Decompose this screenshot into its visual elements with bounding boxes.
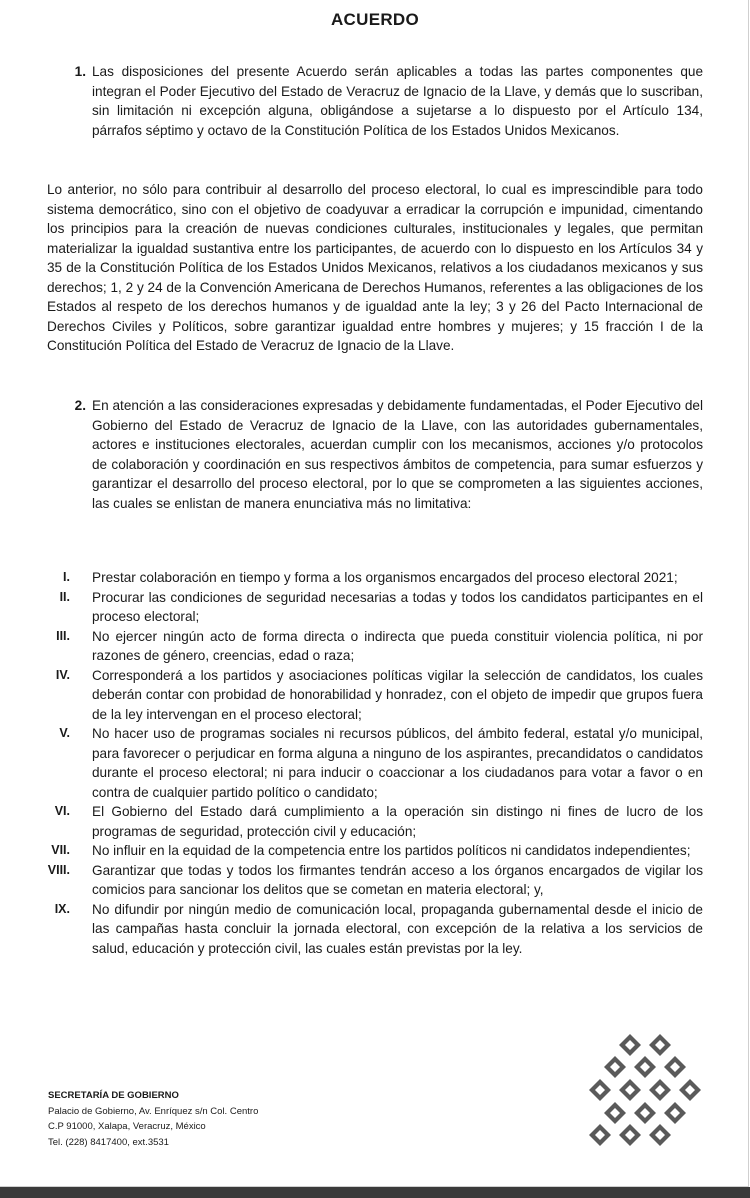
list-numeral: V. [59, 726, 70, 740]
list-item [40, 627, 703, 666]
list-item-text: Corresponderá a los partidos y asociaciones políticas vigilar la selección de candidatos, los cuales deberán contar con probidad de honorabilidad y honradez, con el objeto de impedir que grupos fuera de la ley intervengan en el proceso electoral; [92, 667, 703, 722]
body-paragraph: Lo anterior, no sólo para contribuir al desarrollo del proceso electoral, lo cual es imprescindible para todo sistema democrático, sino con el objetivo de coadyuvar a erradicar la corrupción e impunidad, cimentando los principios para la creación de nuevas condiciones culturales, institucionales y legales, que permitan materializar la igualdad sustantiva entre los participantes, de acuerdo con lo dispuesto en los Artículos 34 y 35 de la Constitución Política de los Estados Unidos Mexicanos, relativos a los ciudadanos mexicanos y sus derechos; 1, 2 y 24 de la Convención Americana de Derechos Humanos, referentes a las obligaciones de los Estados al respeto de los derechos humanos y de igualdad ante la ley; 3 y 26 del Pacto Internacional de Derechos Civiles y Políticos, sobre garantizar igualdad entre hombres y mujeres; y 15 fracción I de la Constitución Política del Estado de Veracruz de Ignacio de la Llave. [47, 182, 703, 353]
list-numeral: IX. [54, 901, 70, 916]
bottom-edge-strip [0, 1187, 750, 1198]
list-item [40, 802, 703, 841]
numbered-item-2 [60, 396, 703, 513]
list-numeral: II. [59, 589, 70, 604]
list-item-text: Prestar colaboración en tiempo y forma a los organismos encargados del proceso electoral 2021; [92, 570, 678, 585]
list-item [40, 666, 703, 725]
list-numeral: IV. [55, 667, 70, 682]
document-title: ACUERDO [330, 10, 420, 29]
list-item [40, 568, 703, 588]
phone-line: Tel. (228) 8417400, ext.3531 [48, 1136, 169, 1148]
item-number: 2. [74, 398, 86, 413]
address-line-1: Palacio de Gobierno, Av. Enríquez s/n Col. Centro [48, 1105, 259, 1117]
actions-list [40, 568, 703, 958]
government-greca-logo-icon [585, 1030, 705, 1150]
list-numeral: VII. [51, 843, 70, 857]
list-item [40, 900, 703, 959]
list-item-text: El Gobierno del Estado dará cumplimiento a la operación sin distingo ni fines de lucro de los programas de seguridad, protección civil y educación; [92, 804, 703, 839]
list-item [40, 841, 703, 861]
list-item [40, 861, 703, 900]
list-item-text: No difundir por ningún medio de comunicación local, propaganda gubernamental desde el inicio de las campañas hasta concluir la jornada electoral, con excepción de la relativa a los servicios de salud, educación y protección civil, las cuales están previstas por la ley. [92, 901, 703, 956]
list-item [40, 724, 703, 802]
list-numeral: VI. [54, 804, 70, 818]
department-name: SECRETARÍA DE GOBIERNO [48, 1090, 179, 1101]
item-text: Las disposiciones del presente Acuerdo serán aplicables a todas las partes componentes que integran el Poder Ejecutivo del Estado de Veracruz de Ignacio de la Llave, y demás que lo suscriban, sin limitación ni excepción alguna, obligándose a sujetarse a lo dispuesto por el Artículo 134, párrafos séptimo y octavo de la Constitución Política de los Estados Unidos Mexicanos. [92, 64, 703, 138]
list-item-text: No hacer uso de programas sociales ni recursos públicos, del ámbito federal, estatal y/o municipal, para favorecer o perjudicar en forma alguna a ninguno de los aspirantes, precandidatos o candidatos durante el proceso electoral; ni para inducir o coaccionar a los ciudadanos para votar a favor o en contra de cualquier partido político o candidato; [92, 726, 703, 800]
item-text: En atención a las consideraciones expresadas y debidamente fundamentadas, el Poder Ejecutivo del Gobierno del Estado de Veracruz de Ignacio de la Llave, con las autoridades gubernamentales, actores e instituciones electorales, acuerdan cumplir con los mecanismos, acciones y/o protocolos de colaboración y coordinación en sus respectivos ámbitos de competencia, para sumar esfuerzos y garantizar el desarrollo del proceso electoral, por lo que se comprometen a las siguientes acciones, las cuales se enlistan de manera enunciativa más no limitativa: [92, 398, 703, 511]
list-numeral: VIII. [47, 862, 70, 877]
address-line-2: C.P 91000, Xalapa, Veracruz, México [48, 1121, 206, 1132]
list-item-text: Garantizar que todas y todos los firmantes tendrán acceso a los órganos encargados de vigilar los comicios para sancionar los delitos que se cometan en materia electoral; y, [92, 862, 703, 897]
numbered-item-1 [60, 62, 703, 140]
list-numeral: III. [56, 628, 70, 643]
list-item-text: Procurar las condiciones de seguridad necesarias a todas y todos los candidatos participantes en el proceso electoral; [92, 589, 703, 624]
list-numeral: I. [63, 570, 70, 584]
list-item [40, 588, 703, 627]
footer-address [48, 1088, 348, 1150]
list-item-text: No ejercer ningún acto de forma directa o indirecta que pueda constituir violencia política, ni por razones de género, creencias, edad o raza; [92, 628, 703, 663]
item-number: 1. [74, 64, 86, 79]
list-item-text: No influir en la equidad de la competencia entre los partidos políticos ni candidatos independientes; [92, 843, 691, 858]
